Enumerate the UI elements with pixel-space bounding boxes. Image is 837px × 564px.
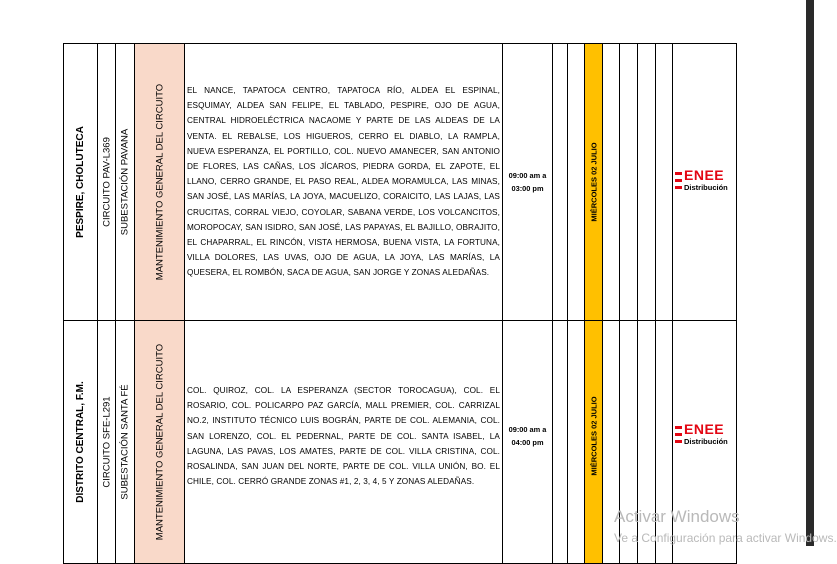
time-cell: [503, 44, 553, 321]
logo-cell: [673, 321, 737, 564]
substation-cell: [116, 44, 135, 321]
table-row: [64, 44, 737, 321]
empty-cell: [620, 321, 638, 564]
empty-cell: [638, 44, 656, 321]
day-text: MIÉRCOLES 02 JULIO: [588, 142, 598, 222]
day-cell: [585, 44, 603, 321]
location-cell: [64, 321, 98, 564]
empty-cell: [553, 321, 568, 564]
time-range: [503, 423, 552, 449]
empty-cell: [620, 44, 638, 321]
empty-cell: [553, 44, 568, 321]
substation-text: SUBESTACIÓN SANTA FÉ: [119, 384, 131, 500]
empty-cell: [656, 44, 673, 321]
time-end: 04:00 pm: [511, 438, 544, 447]
activation-watermark-title: Activar Windows: [614, 507, 740, 526]
affected-areas-cell: [185, 44, 503, 321]
affected-areas-text: COL. QUIROZ, COL. LA ESPERANZA (SECTOR TOROCAGUA), COL. EL ROSARIO, COL. POLICARPO PAZ GARCÍA, MALL PREMIER, COL. CARRIZAL NO.2, INSTITUTO TÉCNICO LUIS BOGRÁN, PARTE DE COL. ALEMANIA, COL. SAN LORENZO, COL. EL PEDERNAL, PARTE DE COL. SANTA ISABEL, LA LAGUNA, LAS PAVAS, LOS AMATES, PARTE DE COL. VILLA CRISTINA, COL. ROSALINDA, SAN JUAN DEL NORTE, PARTE DE COL. VILLA UNIÓN, BO. EL CHILE, COL. CERRÓ GRANDE ZONAS #1, 2, 3, 4, 5 Y ZONAS ALEDAÑAS.: [187, 385, 500, 487]
affected-areas-cell: [185, 321, 503, 564]
time-start: 09:00 am a: [508, 425, 547, 434]
work-type-text: MANTENIMIENTO GENERAL DEL CIRCUITO: [153, 343, 165, 541]
logo-subtitle: Distribución: [684, 183, 728, 192]
substation-text: SUBESTACIÓN PAVANA: [119, 128, 131, 236]
logo-subtitle: Distribución: [684, 437, 728, 446]
day-cell: [585, 321, 603, 564]
circuit-text: CIRCUITO SFE-L291: [100, 396, 112, 488]
day-text: MIÉRCOLES 02 JULIO: [588, 396, 598, 476]
logo-name: ENEE: [684, 167, 725, 183]
time-range: [503, 169, 552, 195]
location-text: PESPIRE, CHOLUTECA: [74, 126, 86, 238]
empty-cell: [603, 321, 620, 564]
empty-cell: [603, 44, 620, 321]
work-type-cell: [135, 44, 185, 321]
location-cell: [64, 44, 98, 321]
circuit-cell: [98, 44, 116, 321]
empty-cell: [656, 321, 673, 564]
time-start: 09:00 am a: [508, 171, 547, 180]
empty-cell: [568, 44, 585, 321]
work-type-cell: [135, 321, 185, 564]
time-cell: [503, 321, 553, 564]
circuit-text: CIRCUITO PAV-L369: [100, 137, 112, 227]
outage-schedule-table: [63, 43, 737, 564]
work-type-text: MANTENIMIENTO GENERAL DEL CIRCUITO: [153, 83, 165, 281]
logo-cell: [673, 44, 737, 321]
logo-name: ENEE: [684, 421, 725, 437]
substation-cell: [116, 321, 135, 564]
enee-logo: [675, 167, 737, 197]
empty-cell: [568, 321, 585, 564]
time-end: 03:00 pm: [511, 184, 544, 193]
circuit-cell: [98, 321, 116, 564]
empty-cell: [638, 321, 656, 564]
enee-mark-icon: [675, 426, 682, 443]
location-text: DISTRITO CENTRAL, F.M.: [74, 381, 86, 503]
scrollbar-edge[interactable]: [806, 0, 814, 546]
enee-logo: [675, 421, 737, 451]
enee-mark-icon: [675, 172, 682, 189]
affected-areas-text: EL NANCE, TAPATOCA CENTRO, TAPATOCA RÍO, ALDEA EL ESPINAL, ESQUIMAY, ALDEA SAN FELIPE, EL TABLADO, PESPIRE, OJO DE AGUA, CENTRAL HIDROELÉCTRICA NACAOME Y PARTE DE LAS ALDEAS DE LA VENTA. EL REBALSE, LOS HIGUEROS, CERRO EL DIABLO, LA RAMPLA, NUEVA ESPERANZA, EL PORTILLO, COL. NUEVO AMANECER, SAN ANTONIO DE FLORES, LAS CAÑAS, LOS JÍCAROS, PIEDRA GORDA, EL ZAPOTE, EL LLANO, CERRO GRANDE, EL PASO REAL, ALDEA MORAMULCA, LAS MINAS, SAN JOSÉ, LAS MARÍAS, LA JOYA, MACUELIZO, CORAICITO, LAS LAJAS, LAS CRUCITAS, CORRAL VIEJO, COYOLAR, SABANA VERDE, LOS VOLCANCITOS, MOROPOCAY, SAN ISIDRO, SAN JOSÉ, LAS PAPAYAS, EL BAJILLO, OBRAJITO, EL CHAPARRAL, EL RINCÓN, VISTA HERMOSA, BUENA VISTA, LA FORTUNA, VILLA DOLORES, LAS UVAS, OJO DE AGUA, LA JOYA, LAS MARÍAS, LA QUESERA, EL ROMBÓN, SACA DE AGUA, SAN JORGE Y ZONAS ALEDAÑAS.: [187, 86, 500, 278]
table-row: [64, 321, 737, 564]
activation-watermark-subtitle: Ve a Configuración para activar Windows.: [614, 531, 837, 545]
